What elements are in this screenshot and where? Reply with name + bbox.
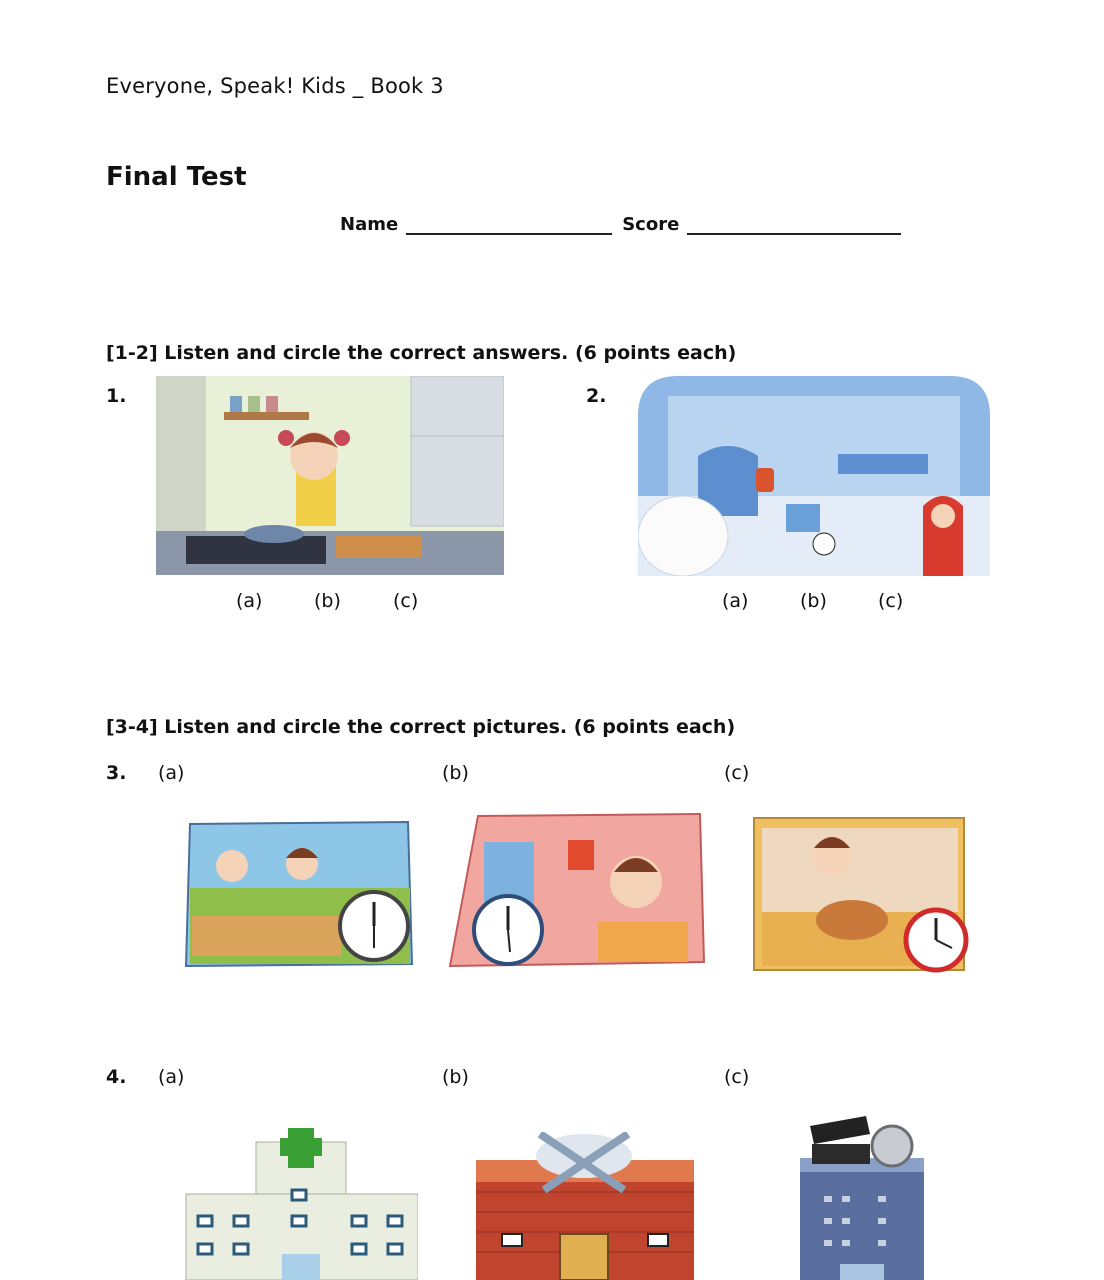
test-title: Final Test bbox=[106, 162, 247, 192]
movie-theater-picture[interactable] bbox=[796, 1116, 928, 1280]
question-number: 3. bbox=[106, 762, 127, 784]
q2-option-a[interactable]: (a) bbox=[722, 590, 749, 612]
q1-option-a[interactable]: (a) bbox=[236, 590, 263, 612]
q1-option-b[interactable]: (b) bbox=[314, 590, 341, 612]
igloo-room-picture bbox=[638, 376, 990, 576]
q4-option-b[interactable]: (b) bbox=[442, 1066, 469, 1088]
name-line[interactable] bbox=[406, 215, 612, 235]
q3-option-b[interactable]: (b) bbox=[442, 762, 469, 784]
question-number: 1. bbox=[106, 385, 127, 407]
restaurant-picture[interactable] bbox=[474, 1132, 696, 1280]
lunch-picture[interactable] bbox=[448, 812, 710, 972]
question-number: 2. bbox=[586, 385, 607, 407]
q3-option-c[interactable]: (c) bbox=[724, 762, 750, 784]
q2-option-c[interactable]: (c) bbox=[878, 590, 904, 612]
q4-option-a[interactable]: (a) bbox=[158, 1066, 185, 1088]
hospital-picture[interactable] bbox=[184, 1124, 418, 1280]
book-title: Everyone, Speak! Kids _ Book 3 bbox=[106, 74, 444, 98]
question-number: 4. bbox=[106, 1066, 127, 1088]
dinner-picture[interactable] bbox=[752, 816, 974, 976]
q3-option-a[interactable]: (a) bbox=[158, 762, 185, 784]
section2-heading: [3-4] Listen and circle the correct pictures. (6 points each) bbox=[106, 716, 736, 738]
score-line[interactable] bbox=[687, 215, 901, 235]
breakfast-picture[interactable] bbox=[182, 818, 416, 970]
name-score-row bbox=[340, 214, 911, 235]
q2-option-b[interactable]: (b) bbox=[800, 590, 827, 612]
q4-option-c[interactable]: (c) bbox=[724, 1066, 750, 1088]
section1-heading: [1-2] Listen and circle the correct answers. (6 points each) bbox=[106, 342, 737, 364]
name-label: Name bbox=[340, 214, 399, 235]
girl-cooking-picture bbox=[156, 376, 504, 575]
score-label: Score bbox=[622, 214, 680, 235]
q1-option-c[interactable]: (c) bbox=[393, 590, 419, 612]
